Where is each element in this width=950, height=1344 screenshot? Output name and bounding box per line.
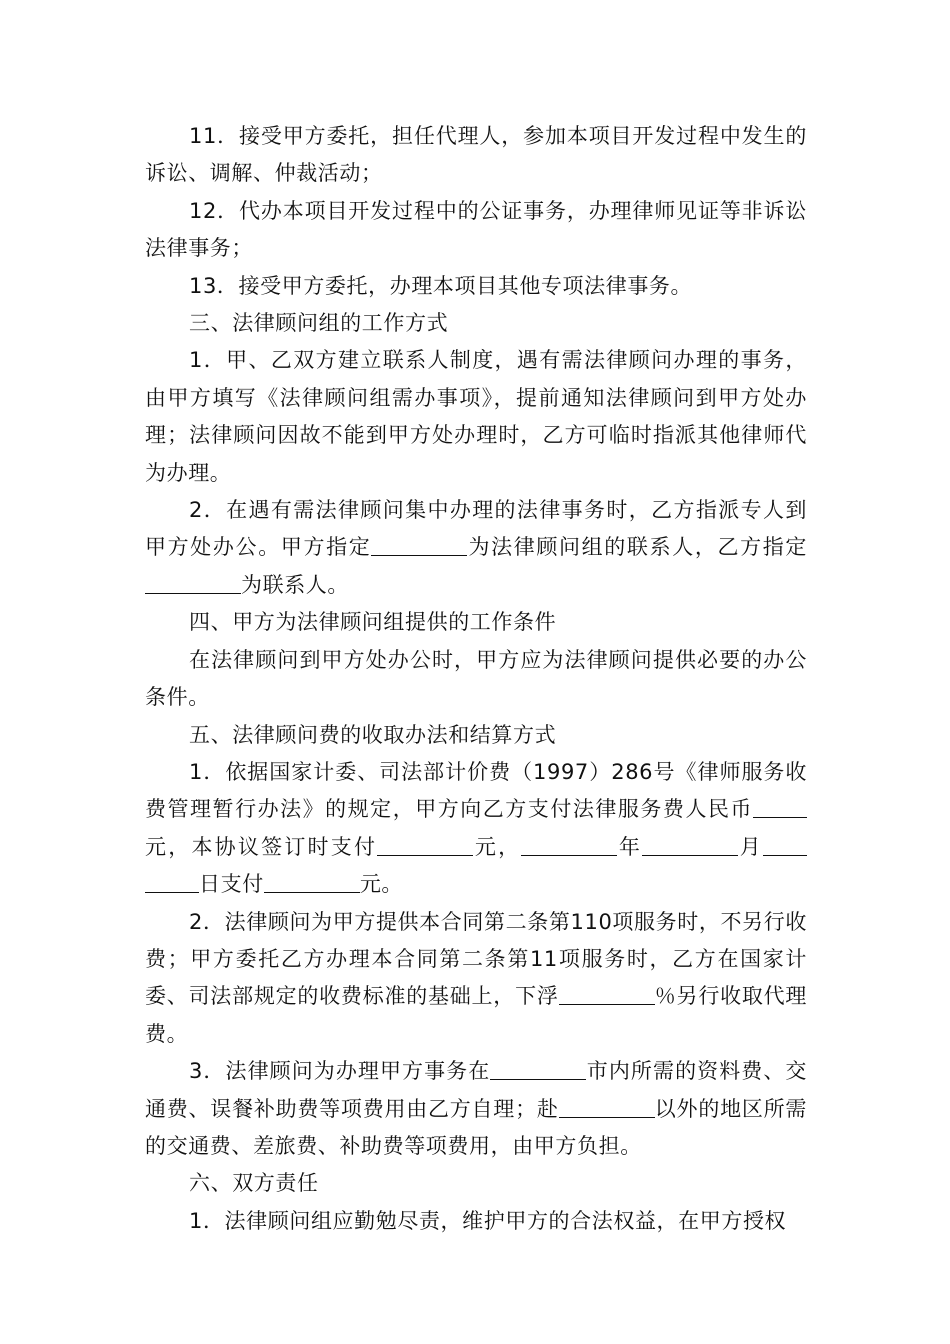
document-page: [145, 118, 807, 1240]
blank-line: [377, 834, 473, 856]
text-run: 为法律顾问组的联系人，乙方指定: [467, 535, 808, 560]
section-3-clause-2: [145, 492, 807, 604]
text-run: 元。: [359, 872, 404, 897]
text-run: 月: [738, 834, 764, 859]
text-run: ％另行收取代理费。: [145, 984, 807, 1046]
blank-line: [753, 796, 807, 818]
section-3-heading: 三、法律顾问组的工作方式: [189, 311, 449, 336]
text-run: 1．依据国家计委、司法部计价费（1997）286号《律师服务收费管理暂行办法》的规定，甲方向乙方支付法律服务费人民币: [145, 759, 807, 822]
blank-line: [145, 572, 241, 594]
blank-line: [490, 1058, 586, 1080]
text-run: 以外的地区所需的交通费、差旅费、补助费等项费用，由甲方负担。: [145, 1096, 807, 1158]
blank-line: [145, 871, 199, 893]
blank-line: [264, 871, 360, 893]
text-run: 元，本协议签订时支付: [145, 834, 378, 859]
text-run: 日支付: [199, 872, 264, 897]
blank-line: [559, 1096, 655, 1118]
blank-line: [763, 834, 807, 856]
section-5-clause-1: [145, 754, 807, 904]
section-5-heading: 五、法律顾问费的收取办法和结算方式: [189, 722, 557, 747]
clause-13: 13．接受甲方委托，办理本项目其他专项法律事务。: [189, 273, 693, 298]
blank-line: [559, 983, 655, 1005]
section-5-clause-3: [145, 1053, 807, 1165]
text-run: 2．法律顾问为甲方提供本合同第二条第110项服务时，不另行收费；甲方委托乙方办理本合同第二条第11项服务时，乙方在国家计委、司法部规定的收费标准的基础上，下浮: [145, 909, 807, 1009]
text-run: 市内所需的资料费、交通费、误餐补助费等项费用由乙方自理；赴: [145, 1059, 808, 1121]
section-3-clause-1: 1．甲、乙双方建立联系人制度，遇有需法律顾问办理的事务，由甲方填写《法律顾问组需办事项》，提前通知法律顾问到甲方处办理；法律顾问因故不能到甲方处办理时，乙方可临时指派其他律师代为办理。: [145, 348, 807, 485]
text-run: 2．在遇有需法律顾问集中办理的法律事务时，乙方指派专人到甲方处办公。甲方指定: [145, 498, 807, 560]
text-run: 元，: [473, 834, 522, 859]
text-run: 年: [617, 834, 643, 859]
clause-11: 11．接受甲方委托，担任代理人，参加本项目开发过程中发生的诉讼、调解、仲裁活动；: [145, 124, 807, 186]
section-6-clause-1: 1．法律顾问组应勤勉尽责，维护甲方的合法权益，在甲方授权: [189, 1208, 787, 1233]
section-5-clause-2: [145, 904, 807, 1054]
clause-12: 12．代办本项目开发过程中的公证事务，办理律师见证等非诉讼法律事务；: [145, 198, 807, 261]
blank-line: [521, 834, 617, 856]
section-4-body: 在法律顾问到甲方处办公时，甲方应为法律顾问提供必要的办公条件。: [145, 647, 807, 710]
text-run: 为联系人。: [241, 572, 349, 597]
text-run: 3．法律顾问为办理甲方事务在: [189, 1059, 491, 1084]
section-4-heading: 四、甲方为法律顾问组提供的工作条件: [189, 610, 557, 635]
blank-line: [642, 834, 738, 856]
blank-line: [371, 534, 467, 556]
section-6-heading: 六、双方责任: [189, 1171, 319, 1196]
